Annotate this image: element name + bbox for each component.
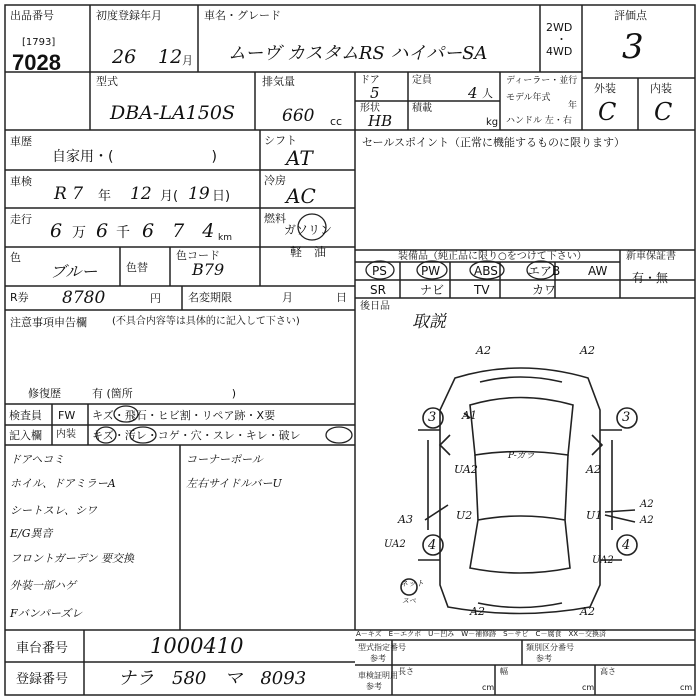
- door-label: ドア: [360, 75, 380, 86]
- int-items: キズ・汚レ・コゲ・穴・スレ・キレ・破レ: [92, 429, 301, 442]
- equip-ps: PS: [372, 264, 387, 278]
- drive-4wd: 4WD: [546, 45, 573, 58]
- r-ken-label: R券: [10, 291, 29, 304]
- diagram-mark: A1: [462, 409, 477, 422]
- shaken-label: 車検: [10, 175, 32, 188]
- note-line: 外装一部ハゲ: [10, 579, 76, 592]
- door-value: 5: [370, 84, 380, 102]
- shape-value: HB: [368, 112, 393, 130]
- first-reg-month: 12: [158, 46, 183, 68]
- disp-label: 排気量: [262, 75, 295, 88]
- diagram-mark: 4: [622, 538, 631, 553]
- mileage-sen-unit: 千: [116, 225, 130, 241]
- lot-label: 出品番号: [10, 9, 54, 22]
- color-code-label: 色コード: [176, 249, 220, 262]
- diagram-mark: A2: [580, 344, 595, 357]
- score-value: 3: [622, 27, 644, 67]
- diagram-mark: スペ: [402, 597, 416, 605]
- equip-aw: AW: [588, 264, 608, 278]
- classify-label: 類別区分番号: [526, 643, 574, 652]
- interior-grade: C: [654, 98, 673, 126]
- shaken-year: R 7: [54, 184, 84, 204]
- diagram-mark: ネット: [400, 579, 424, 588]
- name-value: ムーヴ カスタムRS ハイパーSA: [228, 43, 488, 64]
- mileage-label: 走行: [10, 213, 32, 226]
- color-change-label: 色替: [126, 261, 148, 274]
- aircon-value: AC: [286, 184, 316, 208]
- length-label: 長さ: [398, 667, 414, 676]
- equip-sr: SR: [370, 283, 386, 297]
- shaken-year-unit: 年: [98, 189, 112, 204]
- transfer-day-unit: 日: [336, 291, 347, 304]
- height-cm: cm: [680, 683, 693, 692]
- aftermarket-label: 後日品: [360, 301, 390, 312]
- model-value: DBA-LA150S: [110, 102, 235, 124]
- note-line: ドアヘコミ: [10, 453, 65, 466]
- chassis-label: 車台番号: [16, 641, 69, 656]
- chassis-value: 1000410: [150, 634, 244, 658]
- diagram-mark: A2: [586, 463, 601, 476]
- repair-value: 有 (箇所 ): [92, 387, 237, 400]
- diagram-mark: A2: [580, 605, 595, 618]
- handle-label: ハンドル 左・右: [506, 116, 572, 126]
- diagram-mark: U2: [456, 509, 473, 522]
- year-unit: 年: [568, 101, 578, 111]
- entry-label: 記入欄: [9, 429, 42, 442]
- notes-label: 注意事項申告欄: [10, 316, 87, 329]
- history-label: 車歴: [10, 135, 32, 148]
- diagram-mark: P-ガラ: [508, 451, 535, 461]
- registration-value: ナラ 580 マ 8093: [118, 668, 307, 689]
- diagram-mark: 3: [428, 410, 437, 425]
- shift-label: シフト: [264, 134, 297, 147]
- inspector-label: 検査員: [9, 409, 42, 422]
- interior-label: 内装: [650, 82, 672, 95]
- transfer-label: 名変期限: [188, 291, 232, 304]
- diagram-mark: 4: [428, 538, 437, 553]
- diagram-mark: A2: [640, 499, 654, 510]
- classify-ref: 参考: [536, 654, 552, 663]
- equip-tv: TV: [474, 283, 490, 297]
- exterior-label: 外装: [594, 82, 616, 95]
- equip-pw: PW: [421, 264, 441, 278]
- cap-unit: 人: [482, 87, 493, 100]
- car-diagram: [401, 368, 637, 614]
- diagram-mark: UA2: [592, 555, 614, 566]
- note-line: E/G異音: [10, 527, 53, 540]
- shaken-day: 19: [188, 184, 210, 204]
- fw-items: キズ・飛石・ヒビ割・リペア跡・X要: [92, 409, 276, 422]
- diagram-mark: UA2: [454, 463, 478, 476]
- mileage-man-unit: 万: [72, 225, 86, 241]
- drive-2wd: 2WD: [546, 21, 573, 34]
- equip-abs: ABS: [474, 264, 498, 278]
- name-label: 車名・グレード: [204, 9, 281, 22]
- equipment-label: 装備品（純正品に限り○をつけて下さい）: [398, 251, 587, 262]
- score-label: 評価点: [614, 9, 647, 22]
- note-line-right: コーナーポール: [186, 453, 263, 466]
- equip-leather: カワ: [532, 283, 557, 297]
- diagram-mark: A2: [470, 605, 485, 618]
- sales-label: セールスポイント（正常に機能するものに限ります）: [362, 136, 626, 149]
- mileage-unit: km: [218, 233, 232, 243]
- first-reg-label: 初度登録年月: [96, 9, 162, 22]
- fuel-label: 燃料: [264, 212, 286, 225]
- length-cm: cm: [482, 683, 495, 692]
- width-label: 幅: [500, 667, 508, 676]
- note-line: Fバンパーズレ: [10, 607, 83, 620]
- aftermarket-value: 取説: [412, 312, 446, 332]
- r-ken-value: 8780: [62, 288, 106, 308]
- int-label: 内装: [56, 429, 76, 440]
- diagram-mark: A2: [640, 515, 654, 526]
- height-label: 高さ: [600, 667, 616, 676]
- diagram-mark: A2: [476, 344, 491, 357]
- mileage-man: 6: [50, 220, 63, 242]
- warranty-value: 有・無: [632, 271, 669, 285]
- legend-line: A－キズ E－エクボ U－凹み W－補修跡 S－サビ C－腐食 XX－交換済: [356, 630, 607, 638]
- office-cert-label: 型式指定番号: [358, 643, 406, 652]
- diagram-mark: U1: [586, 509, 603, 522]
- color-label: 色: [10, 251, 21, 264]
- r-ken-unit: 円: [150, 292, 161, 305]
- repair-label: 修復歴: [28, 387, 61, 400]
- history-value: 自家用・( ): [52, 149, 217, 165]
- diagram-mark: UA2: [384, 539, 406, 550]
- model-label: 型式: [96, 75, 118, 88]
- disp-value: 660: [282, 106, 315, 126]
- shape-label: 形状: [360, 103, 380, 114]
- lot-sub: [1793]: [22, 37, 56, 48]
- cap-value: 4: [468, 84, 478, 102]
- fw-label: FW: [58, 409, 76, 422]
- diagram-mark: A3: [398, 513, 413, 526]
- shaken-month-unit: 月(: [160, 189, 179, 204]
- transfer-month-unit: 月: [282, 291, 293, 304]
- diagram-mark: 3: [622, 410, 631, 425]
- first-reg-year: 26: [112, 46, 137, 68]
- color-value: ブルー: [50, 262, 98, 281]
- model-year-label: モデル年式: [506, 93, 551, 103]
- load-label: 積載: [412, 103, 432, 114]
- registration-label: 登録番号: [16, 672, 69, 687]
- mileage-rest: 6 7 4: [142, 220, 221, 242]
- color-code-value: B79: [192, 260, 225, 279]
- drive-dot: ・: [556, 33, 567, 46]
- equip-navi: ナビ: [420, 283, 445, 297]
- cert-ref: 参考: [366, 682, 382, 691]
- fuel-value: ガソリン: [284, 223, 333, 237]
- mileage-sen: 6: [96, 220, 109, 242]
- note-line: ホイル、ドアミラーA: [10, 477, 116, 490]
- shaken-month: 12: [130, 184, 152, 204]
- load-unit: kg: [486, 117, 499, 128]
- lot-number: 7028: [12, 50, 61, 75]
- disp-unit: cc: [330, 115, 343, 128]
- equip-airbag: エアB: [528, 264, 561, 278]
- cap-label: 定員: [412, 75, 432, 86]
- aircon-label: 冷房: [264, 174, 286, 187]
- first-reg-month-unit: 月: [182, 54, 193, 67]
- fuel-alt: 軽 油: [290, 245, 327, 259]
- note-line: シートスレ、シワ: [10, 504, 98, 517]
- dealer-label: ディーラー・並行: [506, 76, 578, 86]
- width-cm: cm: [582, 683, 595, 692]
- shift-value: AT: [286, 146, 313, 170]
- cert-label: 車検証明用: [358, 671, 398, 680]
- notes-hint: (不具合内容等は具体的に記入して下さい): [112, 316, 300, 327]
- note-line-right: 左右サイドルバーU: [186, 477, 282, 490]
- office-ref: 参考: [370, 654, 386, 663]
- shaken-day-unit: 日): [212, 189, 231, 204]
- note-line: フロントガーデン 要交換: [10, 552, 134, 565]
- warranty-label: 新車保証書: [626, 251, 676, 262]
- exterior-grade: C: [598, 98, 617, 126]
